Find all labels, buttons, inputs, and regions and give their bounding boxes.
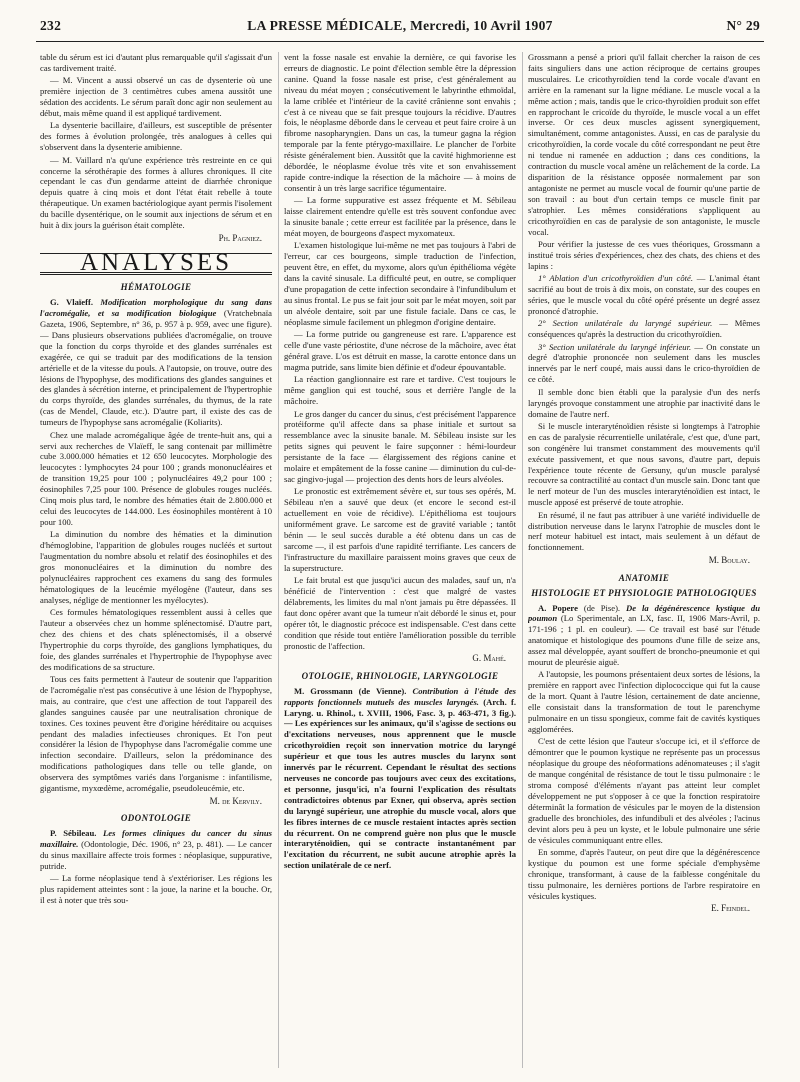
experiment-text: — On constate un degré d'atrophie prononcée non seulement dans les muscles innervés par le nerf coupé, mais aussi dans le crico-thyroïdien de ce côté.	[528, 341, 760, 385]
paragraph: A l'autopsie, les poumons présentaient deux sortes de lésions, la première en rapport avec l'infection diplococcique qui fut la cause de la mort. Quant à l'autre lésion, certainement de date ancienne, elle consistait dans la transformation de tout le parenchyme pulmonaire en un tissu spongieux, comme fait de cavités kystiques agglomérées.	[528, 669, 760, 734]
author-place: (de Vienne).	[352, 685, 413, 696]
section-heading: ANATOMIE	[618, 572, 670, 583]
paragraph: Le gros danger du cancer du sinus, c'est précisément l'apparence protéiforme qu'il affecte dans sa phase initiale et surtout sa ressemblance avec la sinusite banale. M. Sébileau insiste sur les petits signes qui peuvent le faire supçonner : hémi-lourdeur persistante de la face — élargissement des régions canine et molaire et empâtement de la fosse canine — diminution du cul-de-sac gingivo-jugal — projection des dents hors de leurs alvéoles.	[284, 408, 516, 484]
paragraph: Il semble donc bien établi que la paralysie d'un des nerfs laryngés provoque constamment une atrophie par inactivité dans le domaine de l'autre nerf.	[528, 386, 760, 419]
article-entry	[40, 297, 272, 428]
paragraph: La diminution du nombre des hématies et la diminution d'hémoglobine, l'apparition de globules rouges nucléés et surtout l'augmentation du nombre absolu et relatif des éosinophiles et des gros mononucléaires et la diminution du nombre des polynucléaires rapprochent ces examens du sang des formules hématologiques de la leucémie myélogène (l'auteur, dans ses analyses, néglige de mentionner les myélocytes).	[40, 529, 272, 605]
experiment-item	[528, 318, 760, 340]
section-title-analyses: ANALYSES	[40, 253, 272, 275]
author-name: G. Vlaïeff.	[50, 297, 93, 308]
paragraph: vent la fosse nasale est envahie la dernière, ce qui favorise les erreurs de diagnostic. Le point d'élection semble être la dépression canine. Quand la fosse nasale est prise, c'est généralement au niveau du méat moyen ; consécutivement le labyrinthe ethmoïdal, la lame criblée et l'intérieur de la cavité crânienne sont envahis ; c'est à ce niveau que se fait presque toujours la récidive. D'autres fois, le néoplasme déborde dans le cerveau et peut faire croire à un fibrome nasopharyngien. Dans un cas, la tumeur gagna la région temporale par la fente ptérygo-maxillaire. Le plancher de l'orbite résiste généralement bien. Aussitôt que la cavité highmorienne est débordée, le néoplasme évolue très vite et son envahissement rapide contre-indique la résection de la mâchoire — à moins de consentir à un très large sacrifice tégumentaire.	[284, 52, 516, 193]
experiment-item	[528, 273, 760, 317]
section-heading: HÉMATOLOGIE	[120, 282, 192, 293]
experiment-label: 2° Section unilatérale du laryngé supérieur.	[538, 318, 713, 329]
paragraph: table du sérum est ici d'autant plus remarquable qu'il s'agissait d'un cas tardivement traité.	[40, 52, 272, 73]
column-right	[528, 52, 760, 1072]
article-entry	[284, 686, 516, 871]
signature: M. Boulay.	[708, 554, 750, 565]
paragraph: Le fait brutal est que jusqu'ici aucun des malades, sauf un, n'a bénéficié de l'intervention : c'est que malgré de vastes délabrements, les limites du mal n'ont jamais pu être dépassées. Il faut donc opérer avant que la tumeur n'ait débordé le sinus et, pour opérer tôt, le diagnostic précoce est indispensable. C'est dans cette condition que réside tout entière l'amélioration possible du terrible pronostic de l'affection.	[284, 575, 516, 651]
paragraph: La réaction ganglionnaire est rare et tardive. C'est toujours le même ganglion qui est touché, sous et derrière l'angle de la mâchoire.	[284, 374, 516, 407]
article-title: Contribution à l'étude des rapports fonctionnels mutuels des muscles laryngés.	[284, 685, 516, 707]
paragraph: Pour vérifier la justesse de ces vues théoriques, Grossmann a institué trois séries d'expériences, chez des chats, des chiens et des lapins :	[528, 238, 760, 271]
paragraph: C'est de cette lésion que l'auteur s'occupe ici, et il s'efforce de démontrer que le poumon kystique ne représente pas un processus néoplasique du groupe des néoformations adénomateuses ; il s'agit de manque congénital de résistance de tout le tissu pulmonaire : le stroma composé d'éléments n'ayant pas atteint leur complet développement ne put s'opposer à ce que la fonction respiratoire déterminât la formation de vésicules par le moyen de la distension graduelle des bronchioles, des infundibuli et des alvéoles ; l'acinus devint alors peu à peu un kyste, et le lobule pulmonaire une série de vésicules communiquant entre elles.	[528, 736, 760, 845]
author-name: A. Popere	[538, 602, 578, 613]
experiment-text: — L'animal étant sacrifié au bout de trois à dix mois, on constate, sur des coupes en séries, que le muscle vocal du côté opéré présente un degré assez prononcé d'atrophie.	[528, 273, 760, 316]
article-body: — Les expériences sur les animaux, qu'il s'agisse de sections ou d'excitations nerveuses, nous apprennent que le muscle cricothyroïdien reçoit son innervation motrice du laryngé supérieur et que tous les autres muscles du larynx sont innervés par le récurrent. Cependant le résultat des sections nerveuses ne concorde pas toujours avec ceux des excitations, et personne, jusqu'ici, n'a fourni l'explication des résultats contradictoires obtenus par Exner, qui observa, après section du laryngé supérieur, une atrophie du muscle vocal, alors que les fibres internes de ce muscle restaient intactes après section du récurrent. On ne comprend guère non plus que le muscle interaryténoïdien, qui se contracte instantanément par l'excitation du récurrent, ne subit aucune atrophie après la section unilatérale de ce nerf.	[284, 718, 516, 871]
experiment-text: — Mêmes conséquences qu'après la destruction du cricothyroïdien.	[528, 318, 760, 340]
paragraph: En somme, d'après l'auteur, on peut dire que la dégénérescence kystique du poumon est une forme spéciale d'emphysème chronique, transformant, à cause de la faiblesse congénitale du tissu pulmonaire, les dernières portions de l'arbre respiratoire en vésicules kystiques.	[528, 846, 760, 901]
column-divider	[522, 52, 523, 1068]
article-title: De la dégénérescence kystique du poumon	[528, 602, 760, 624]
paragraph: — M. Vaillard n'a qu'une expérience très restreinte en ce qui concerne la sérothérapie des formes à allures chroniques. Il cite cependant le cas d'un gendarme atteint de diarrhée chronique depuis quatre à cinq mois et dont l'état était rebelle à toute thérapeutique. Un examen bactériologique ayant permis l'isolement du bacille dysentérique, on le soumit aux injections de sérum et en huit à dix jours la guérison était complète.	[40, 154, 272, 231]
article-body: — Le cancer du sinus maxillaire affecte trois formes : néoplasique, suppurative, putride.	[40, 839, 272, 872]
section-subheading: HISTOLOGIE ET PHYSIOLOGIE PATHOLOGIQUES	[531, 587, 757, 598]
paragraph: Ces formules hématologiques ressemblent aussi à celles que l'auteur a observées chez un homme splénectomisé. D'autre part, chez des chiens et des chats splénectomisés, il a observé l'hypertrophie du corps thyroïde, des ganglions lymphatiques, du foie, des glandes surrénales et l'hypertrophie de l'hypophyse avec des modifications de sa structure.	[40, 607, 272, 672]
article-entry	[528, 603, 760, 668]
paragraph: L'examen histologique lui-même ne met pas toujours à l'abri de l'erreur, car ces bourgeons, simple traduction de l'infection, peuvent être, en effet, du myxome, alors qu'un épithélioma végète dans la cavité sinusale. La difficulté peut, en outre, se compliquer d'une propagation de cette infection secondaire à l'infundibulum et au sinus frontal. Le pus se fait jour soit par le méat moyen, soit par un alvéole dentaire, soit par une fistule faciale. Dans ce cas, le néoplasme simule facilement un phlegmon d'origine dentaire.	[284, 240, 516, 327]
author-name: P. Sébileau.	[50, 828, 97, 839]
paragraph: La dysenterie bacillaire, d'ailleurs, est susceptible de présenter des formes à évolution prolongée, très analogues à celles qui s'observent dans la dysenterie amibienne.	[40, 120, 272, 153]
article-body: — Ce travail est basé sur l'étude anatomique et histologique des poumons d'une fille de seize ans, assez mal développée, ayant souffert de broncho-pneumonie et qui mourut de pleurésie aiguë.	[528, 624, 760, 668]
paragraph: — M. Vincent a aussi observé un cas de dysenterie où une première injection de 3 centimètres cubes amena aussitôt une sédation des accidents. Le sérum paraît donc agir non seulement au début, mais même quand il est appliqué tardivement.	[40, 75, 272, 119]
experiment-item	[528, 342, 760, 386]
column-divider	[278, 52, 279, 1068]
header-rule	[36, 41, 764, 42]
article-body: — Dans plusieurs observations publiées d'acromégalie, on trouve que la fonction du corps thyroïde et des glandes surrénales est exagérée, ce qui se traduit par des modifications de la tension artérielle et de la vitesse du pouls. A l'autopsie, on trouve, outre des lésions de l'hypophyse, des modifications des glandes sanguines et des glandes à sécrétion interne, et principalement de l'hypertrophie du corps thyroïde, des glandes surrénales, du thymus, de la rate (cas de Mendel, Claude, etc.). D'autre part, il existe des cas de tumeurs de l'hypophyse sans acromégalie (Koliarits).	[40, 329, 272, 428]
paragraph: Le pronostic est extrêmement sévère et, sur tous ses opérés, M. Sébileau n'en a sauvé que deux (et encore le second est-il actuellement en voie de récidive). L'épithélioma est toujours uniformément grave. Le sarcome est de gravité variable ; tantôt bénin — le seul succès durable a été obtenu dans un cas de sarcome —, il est parfois d'une rapidité terrifiante. Les cancers de l'infrastructure du maxillaire paraissent moins graves que ceux de la superstructure.	[284, 486, 516, 573]
page-number: 232	[40, 18, 62, 33]
issue-number: N° 29	[726, 18, 760, 33]
section-heading: OTOLOGIE, RHINOLOGIE, LARYNGOLOGIE	[301, 670, 499, 681]
article-title: Modification morphologique du sang dans l'acromégalie, et sa modification biologique	[40, 297, 272, 319]
paragraph: — La forme néoplasique tend à s'extérioriser. Les régions les plus rapidement atteintes sont : la joue, la narine et la bouche. Or, il est à noter que très sou-	[40, 873, 272, 906]
running-header	[0, 18, 800, 40]
paragraph: Si le muscle interaryténoïdien résiste si longtemps à l'atrophie en cas de paralysie récurrentielle unilatérale, c'est que, d'une part, son congénère lui transmet constamment des mouvements qu'il exécute passivement, et que nous savons, d'autre part, depuis l'expérience toute récente de Gersuny, qu'un muscle paralysé recouvre sa contractilité au contact d'un muscle sain. Donc tant que le nerf moteur de l'un des muscles interaryténoïdien est intact, le muscle apposé est préservé de toute atrophie.	[528, 420, 760, 508]
paragraph: Chez une malade acromégalique âgée de trente-huit ans, qui a servi aux recherches de Vlaïeff, le sang contenait par millimètre cube 3.000.000 hématies et 12 650 leucocytes. Morphologie des leucocytes : lymphocytes 24 pour 100 ; grands mononucléaires et de transition 19,25 pour 100 ; polynucléaires 49,2 pour 100 ; éosinophiles 7,25 pour 100. Présence de globules rouges nucléés. Cinq mois plus tard, le nombre des hématies était de 2.800.000 et celui des leucocytes de 144.000. Les éosinophiles montèrent à 10 pour 100.	[40, 429, 272, 527]
experiment-label: 3° Section unilatérale du laryngé inférieur.	[538, 341, 692, 352]
journal-title: LA PRESSE MÉDICALE, Mercredi, 10 Avril 1907	[247, 18, 553, 33]
paragraph: En résumé, il ne faut pas attribuer à une variété individuelle de distribution nerveuse dans le larynx l'atrophie de muscles dont le nerf moteur habituel est intact, mais seulement à un défaut de fonctionnement.	[528, 509, 760, 553]
paragraph: — La forme suppurative est assez fréquente et M. Sébileau laisse clairement entendre qu'elle est très souvent confondue avec la sinusite banale ; cette erreur est facilitée par la présence, dans le méat moyen, de bourgeons d'aspect myxomateux.	[284, 195, 516, 238]
section-heading: ODONTOLOGIE	[120, 813, 192, 824]
column-middle	[284, 52, 516, 1072]
signature: G. Mahé.	[472, 652, 506, 663]
author-name: M. Grossmann	[294, 685, 353, 696]
article-reference: (Odontologie, Déc. 1906, n° 23, p. 481).	[81, 839, 224, 850]
article-reference: (Arch. f. Laryng. u. Rhinol., t. XVIII, 1906, Fasc. 3, p. 463-471, 3 fig.).	[284, 696, 516, 718]
article-reference: (Lo Sperimentale, an LX, fasc. II, 1906 Mars-Avril, p. 171-196 ; 1 pl. en couleur).	[528, 613, 760, 635]
column-left	[40, 52, 272, 1072]
article-entry	[40, 828, 272, 872]
signature: E. Feindel.	[711, 902, 750, 913]
signature: Ph. Pagniez.	[218, 232, 262, 243]
article-title: Les formes cliniques du cancer du sinus maxillaire.	[40, 828, 272, 850]
experiment-label: 1° Ablation d'un cricothyroïdien d'un côté.	[538, 273, 693, 284]
paragraph: — La forme putride ou gangreneuse est rare. L'apparence est celle d'une vaste périostite, d'une nécrose de la mâchoire, avec état général grave. L'os est détruit en masse, la carotte entonce dans un magma putride, sans limite bien définie et d'odeur épouvantable.	[284, 329, 516, 372]
signature: M. de Kervily.	[209, 795, 262, 806]
paragraph: Grossmann a pensé a priori qu'il fallait chercher la raison de ces faits singuliers dans une action réciproque de certains groupes musculaires. Le cricothyroïdien tend la corde vocale d'avant en arrière en la ramenant sur la ligne médiane. Le muscle vocal a la même action ; mais, tandis que le crico-thyroïdien produit son effet en rapprochant le cricoïde du thyroïde, le muscle vocal a un effet inverse. Or ces deux muscles agissent synergiquement, simultanément, comme antagonistes. Aussi, en cas de paralysie du cricothyroïdien, la corde vocale du côté correspondant ne peut être ni tendue ni ramenée en adduction ; dans ces conditions, la contraction du muscle vocal amène un relâchement de la corde. La disparition de la résistance opposée normalement par son antagoniste ne permet au muscle vocal de fournir qu'une partie de son travail : au bout d'un certain temps ce muscle finit par s'atrophier. Les mêmes considérations s'appliquent au cricothyroïdien en cas de paralysie de son antagoniste, le muscle vocal.	[528, 52, 760, 237]
author-place: (de Pise).	[577, 602, 627, 613]
article-reference: (Vratchebnaïa Gazeta, 1906, Septembre, n° 36, p. 957 à p. 959, avec une figure).	[40, 308, 272, 330]
paragraph: Tous ces faits permettent à l'auteur de soutenir que l'apparition de l'acromégalie n'est pas consécutive à une lésion de l'hypophyse, mais, au contraire, que c'est une affection de tout l'appareil des glandes sanguines causée par une neutralisation chronique de toxines. Ces toxines peuvent être d'origine héréditaire ou acquises pendant des maladies infectieuses chroniques. Et l'on peut considérer la lésion de l'hypophyse dans l'acromégalie comme une infection secondaire. D'ailleurs, selon la prédominance des modifications pathologiques dans telle ou telle glande, on observera des symptômes variés dans l'organisme : infantilisme, gigantisme, myxœdème, acromégalie, pseudoleucémie, etc.	[40, 674, 272, 794]
